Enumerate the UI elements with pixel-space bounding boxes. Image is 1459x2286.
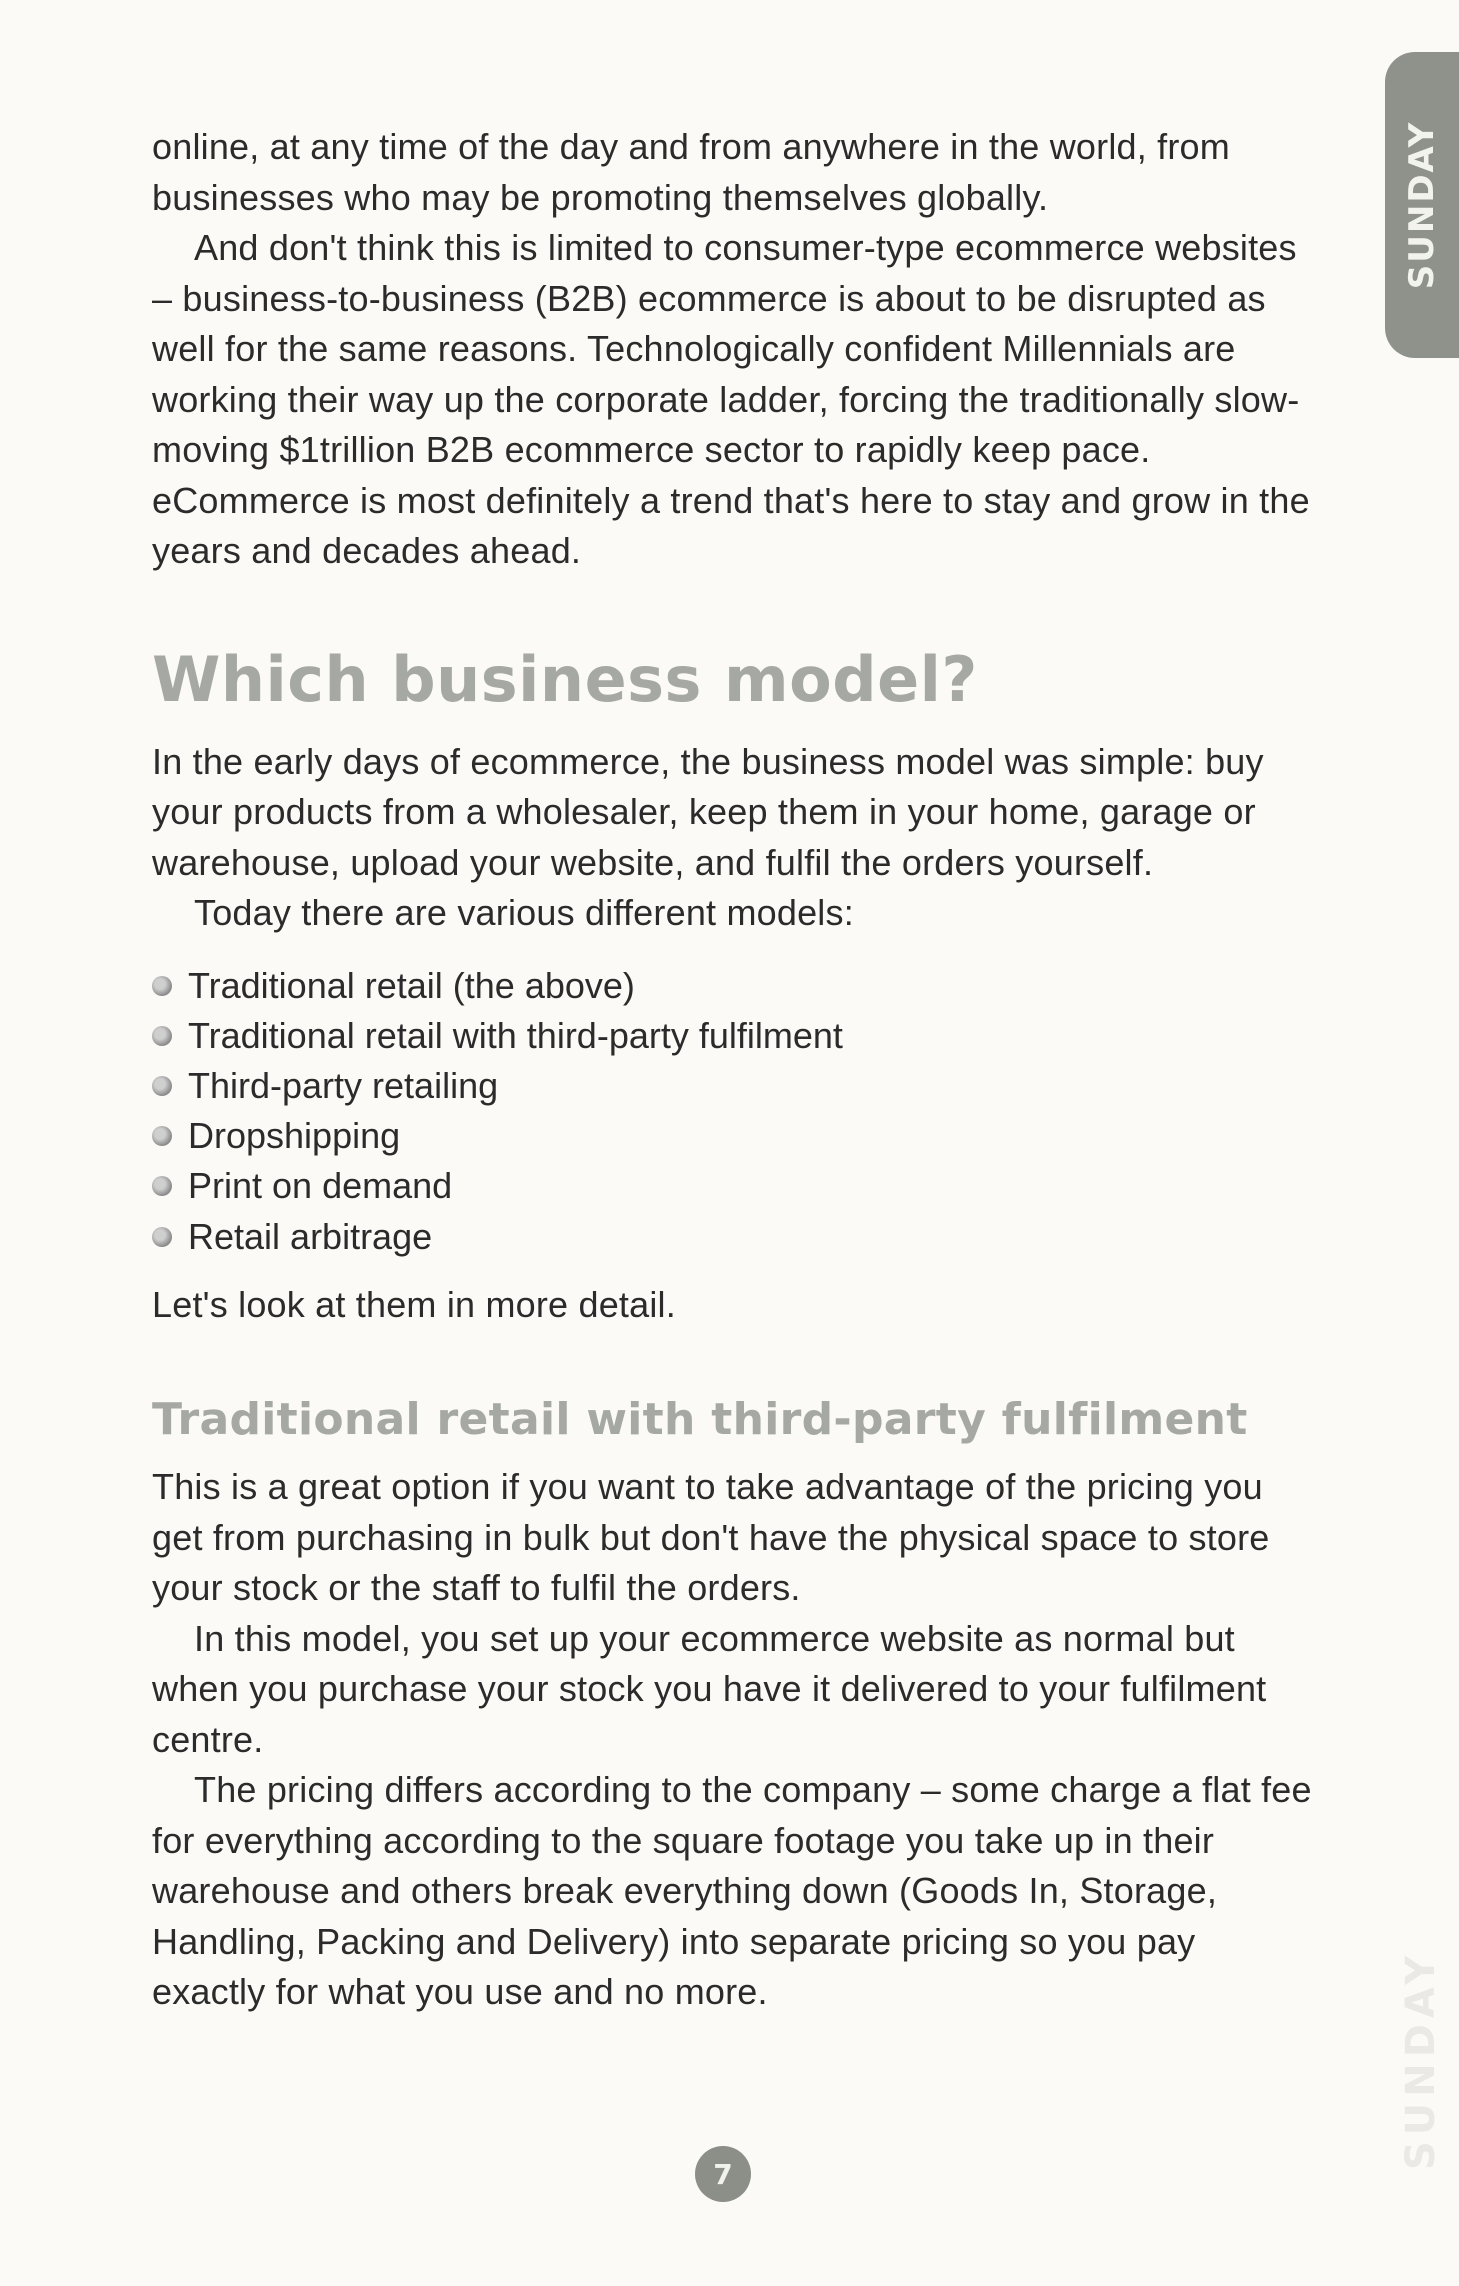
list-item-text: Third-party retailing — [188, 1064, 499, 1106]
list-item-text: Dropshipping — [188, 1115, 401, 1157]
list-item-text: Traditional retail with third-party fulfilment — [188, 1014, 843, 1056]
business-model-list — [152, 961, 1312, 1262]
list-item-text: Traditional retail (the above) — [188, 964, 635, 1006]
list-item — [152, 1111, 1312, 1161]
list-item — [152, 961, 1312, 1011]
page-number-badge — [695, 2146, 751, 2202]
list-item — [152, 1011, 1312, 1061]
list-item-text: Retail arbitrage — [188, 1215, 433, 1257]
bullet-icon — [152, 1026, 172, 1046]
intro-paragraph-2: And don't think this is limited to consumer-type ecommerce websites – business-to-business (B2B) ecommerce is about to be disrupted as well for the same reasons. Technologically confident Millennials are working their way up the corporate ladder, forcing the traditionally slow-moving $1trillion B2B ecommerce sector to rapidly keep pace. eCommerce is most definitely a trend that's here to stay and grow in the years and decades ahead. — [152, 227, 1310, 571]
page-number: 7 — [713, 2157, 733, 2191]
faint-side-watermark-label: SUNDAY — [1398, 1949, 1444, 2171]
faint-side-watermark — [1391, 1880, 1451, 2240]
section-heading-business-model: Which business model? — [152, 642, 978, 716]
fulfilment-paragraph-2: In this model, you set up your ecommerce website as normal but when you purchase your stock you have it delivered to your fulfilment centre. — [152, 1617, 1267, 1760]
bullet-icon — [152, 1227, 172, 1247]
fulfilment-paragraph-1: This is a great option if you want to take advantage of the pricing you get from purchasing in bulk but don't have the physical space to store your stock or the staff to fulfil the orders. — [152, 1466, 1270, 1609]
list-item — [152, 1212, 1312, 1262]
bullet-icon — [152, 976, 172, 996]
bullet-icon — [152, 1126, 172, 1146]
bullet-icon — [152, 1076, 172, 1096]
list-item-text: Print on demand — [188, 1165, 453, 1207]
bullet-icon — [152, 1176, 172, 1196]
list-item — [152, 1061, 1312, 1111]
model-paragraph-2: Today there are various different models: — [194, 892, 854, 933]
chapter-tab — [1385, 52, 1459, 358]
model-paragraph-3: Let's look at them in more detail. — [152, 1283, 676, 1325]
fulfilment-paragraph-3: The pricing differs according to the company – some charge a flat fee for everything according to the square footage you take up in their warehouse and others break everything down (Goods In, Storage, Handling, Packing and Delivery) into separate pricing so you pay exactly for what you use and no more. — [152, 1769, 1312, 2013]
chapter-tab-label: SUNDAY — [1402, 120, 1443, 290]
page-body — [152, 122, 1312, 2018]
list-item — [152, 1161, 1312, 1211]
intro-paragraph-1: online, at any time of the day and from anywhere in the world, from businesses who may be promoting themselves globally. — [152, 126, 1230, 218]
subheading-third-party-fulfilment: Traditional retail with third-party fulfilment — [152, 1394, 1248, 1446]
model-paragraph-1: In the early days of ecommerce, the business model was simple: buy your products from a wholesaler, keep them in your home, garage or warehouse, upload your website, and fulfil the orders yourself. — [152, 740, 1264, 883]
